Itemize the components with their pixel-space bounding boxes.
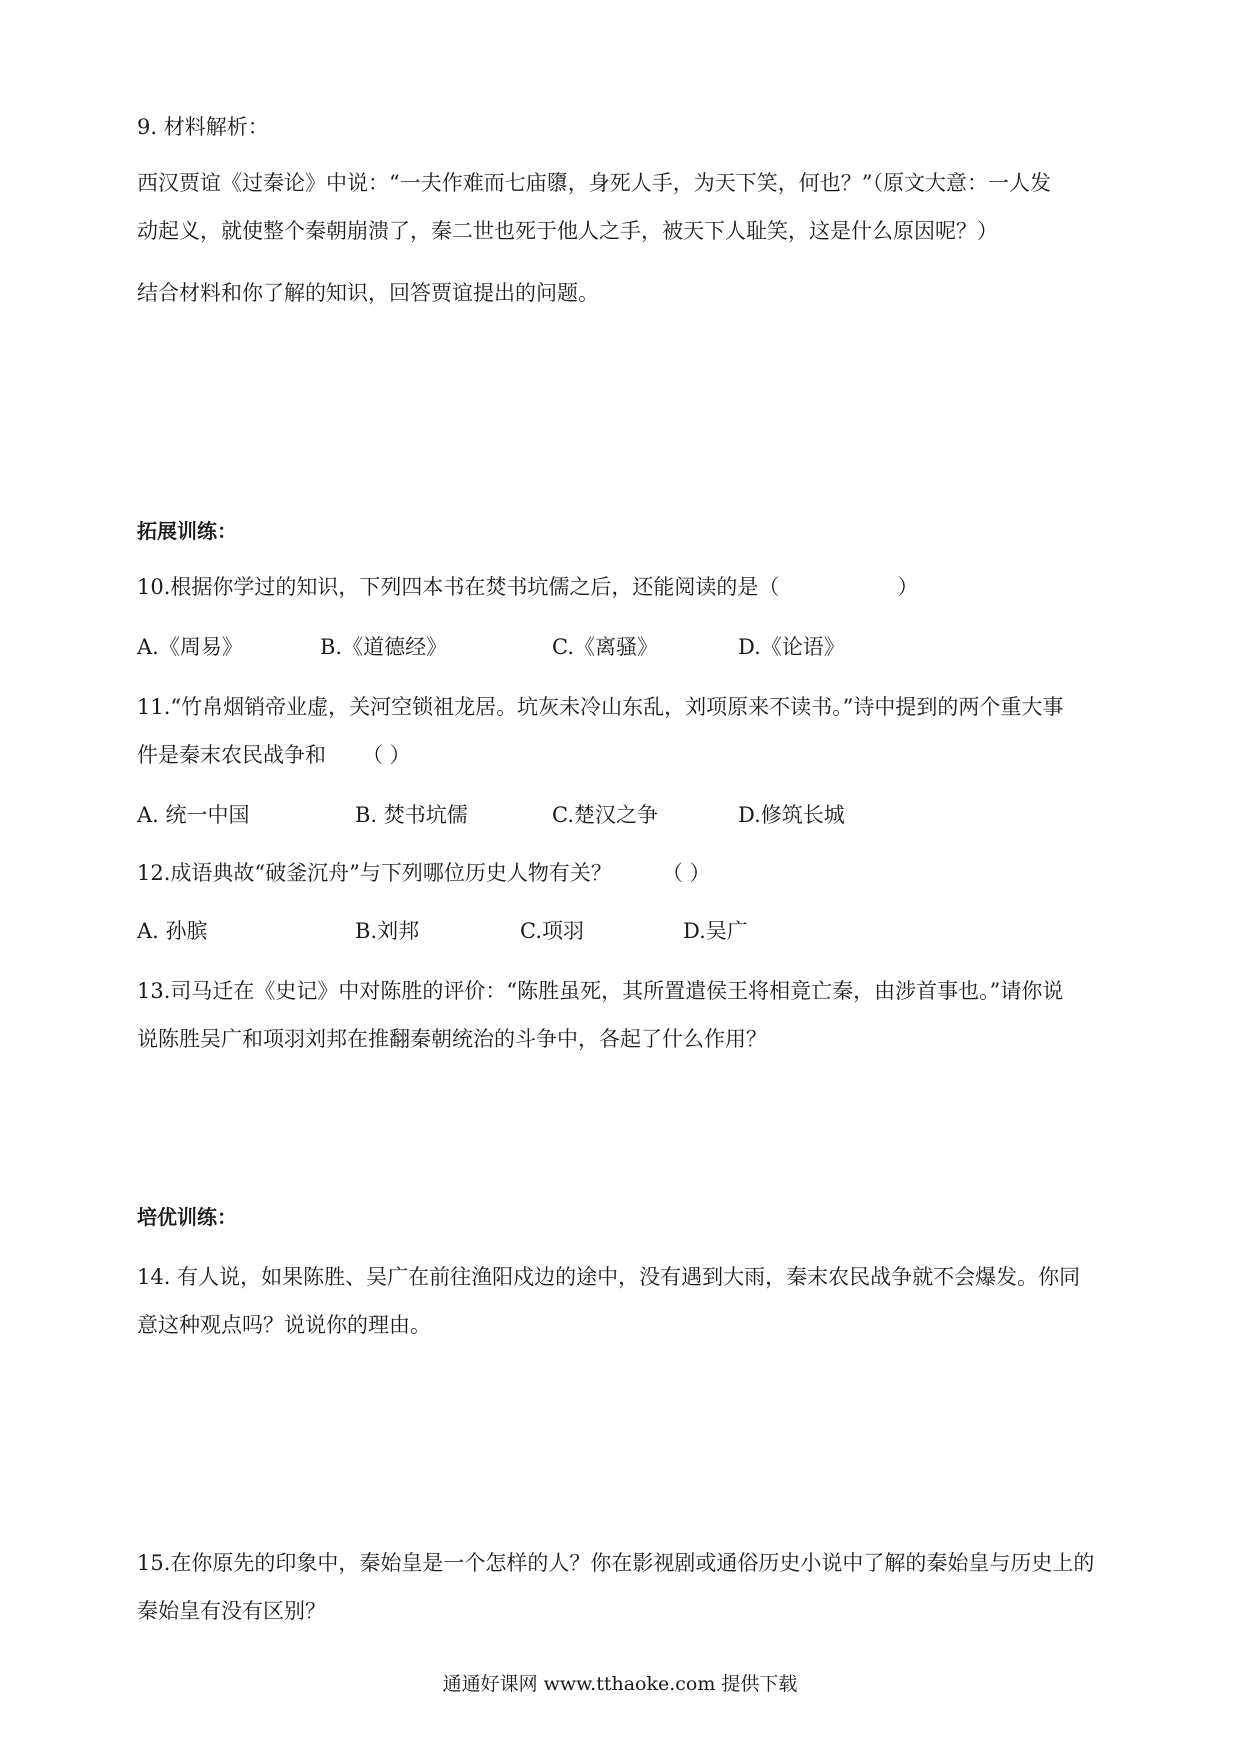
q12-stem: 12.成语典故“破釜沉舟”与下列哪位历史人物有关？ bbox=[137, 861, 612, 885]
q9-line-3: 结合材料和你了解的知识，回答贾谊提出的问题。 bbox=[137, 281, 599, 305]
footer-credit: 通通好课网 www.tthaoke.com 提供下载 bbox=[442, 1673, 798, 1695]
q13-line-2: 说陈胜吴广和项羽刘邦在推翻秦朝统治的斗争中，各起了什么作用？ bbox=[137, 1027, 767, 1051]
q11-option-c: C.楚汉之争 bbox=[552, 803, 658, 827]
q10-stem-line bbox=[137, 572, 1127, 602]
q12-stem-row bbox=[137, 858, 1127, 888]
q14-line-2: 意这种观点吗？说说你的理由。 bbox=[137, 1313, 431, 1337]
q10-option-a: A.《周易》 bbox=[137, 635, 243, 659]
q12-option-b: B.刘邦 bbox=[355, 919, 420, 943]
q9-title: 9. 材料解析： bbox=[137, 115, 269, 139]
q15-line-1: 15.在你原先的印象中，秦始皇是一个怎样的人？你在影视剧或通俗历史小说中了解的秦始皇与历史上的 bbox=[137, 1551, 1095, 1575]
q11-option-b: B. 焚书坑儒 bbox=[355, 803, 468, 827]
q12-option-a: A. 孙膑 bbox=[137, 919, 208, 943]
q14-line-1: 14. 有人说，如果陈胜、吴广在前往渔阳戍边的途中，没有遇到大雨，秦末农民战争就不会爆发。你同 bbox=[137, 1265, 1081, 1289]
q12-option-d: D.吴广 bbox=[683, 919, 748, 943]
q12-paren: （ ） bbox=[661, 861, 711, 885]
q10-option-d: D.《论语》 bbox=[738, 635, 845, 659]
q11-line-1: 11.“竹帛烟销帝业虚，关河空锁祖龙居。坑灰未冷山东乱，刘项原来不读书。”诗中提到的两个重大事 bbox=[137, 695, 1064, 719]
q11-paren: （ ） bbox=[362, 743, 411, 767]
section-heading-advanced: 培优训练： bbox=[137, 1205, 237, 1229]
q9-line-2: 动起义，就使整个秦朝崩溃了，秦二世也死于他人之手，被天下人耻笑，这是什么原因呢？） bbox=[137, 219, 998, 243]
section-heading-extend: 拓展训练： bbox=[137, 519, 237, 543]
q9-line-1: 西汉贾谊《过秦论》中说：“一夫作难而七庙隳，身死人手，为天下笑，何也？”（原文大意：一人发 bbox=[137, 171, 1051, 195]
q10-close-paren: ） bbox=[897, 575, 919, 599]
q11-option-a: A. 统一中国 bbox=[137, 803, 250, 827]
q12-option-c: C.项羽 bbox=[520, 919, 584, 943]
q10-stem: 10.根据你学过的知识，下列四本书在焚书坑儒之后，还能阅读的是（ bbox=[137, 575, 780, 599]
q11-line-2-row bbox=[137, 740, 1127, 770]
q11-option-d: D.修筑长城 bbox=[738, 803, 845, 827]
q10-option-c: C.《离骚》 bbox=[552, 635, 658, 659]
q15-line-2: 秦始皇有没有区别？ bbox=[137, 1599, 326, 1623]
q11-line-2: 件是秦末农民战争和 bbox=[137, 743, 326, 767]
q10-option-b: B.《道德经》 bbox=[320, 635, 448, 659]
q13-line-1: 13.司马迁在《史记》中对陈胜的评价：“陈胜虽死，其所置遣侯王将相竟亡秦，由涉首事也。”请你说 bbox=[137, 979, 1064, 1003]
